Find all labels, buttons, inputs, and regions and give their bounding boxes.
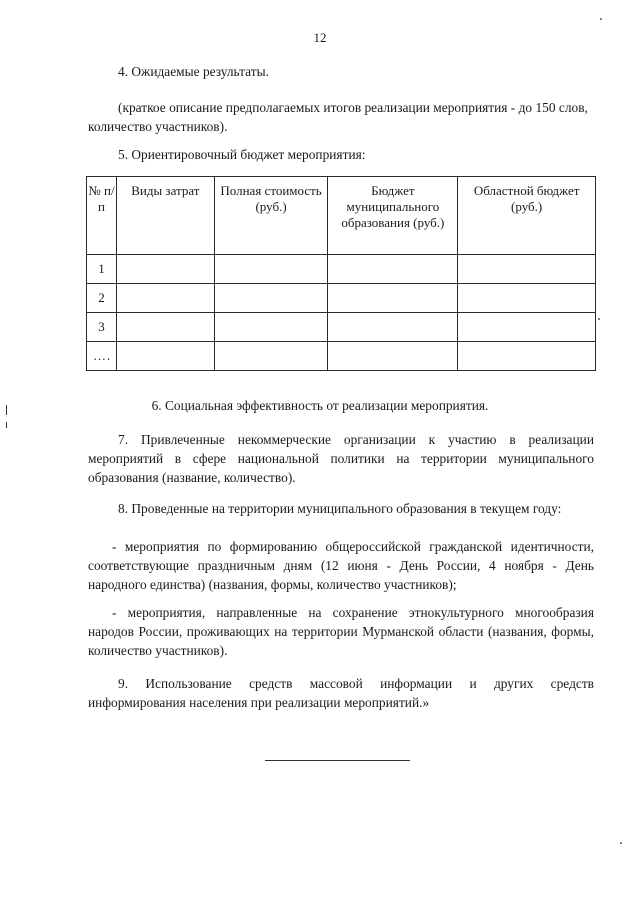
budget-table: [86, 176, 596, 371]
section-8-text: 8. Проведенные на территории муниципального образования в текущем году:: [118, 501, 562, 516]
row-number-cell: 1: [87, 255, 117, 284]
table-cell: [458, 313, 596, 342]
scan-margin-mark: [6, 422, 7, 428]
scan-speck: [600, 18, 602, 20]
table-row: [87, 255, 596, 284]
section-8-item-1: - мероприятия по формированию общероссийской гражданской идентичности, соответствующие праздничным дням (12 июня - День России, 4 ноября - День народного единства) (названия, формы, количество участников);: [88, 539, 594, 592]
section-9-text: 9. Использование средств массовой информации и других средств информирования населения при реализации мероприятий.»: [88, 676, 594, 710]
budget-table-header-row: [87, 177, 596, 255]
table-cell: [214, 284, 328, 313]
table-row: [87, 342, 596, 371]
column-header-municipal-budget: Бюджет муниципального образования (руб.): [328, 177, 458, 255]
table-cell: [458, 284, 596, 313]
scan-margin-mark: [6, 405, 7, 415]
column-header-cost-type: Виды затрат: [116, 177, 214, 255]
table-cell: [328, 284, 458, 313]
scan-speck: [620, 842, 622, 844]
table-cell: [328, 342, 458, 371]
column-header-total-cost: Полная стоимость (руб.): [214, 177, 328, 255]
table-cell: [116, 313, 214, 342]
table-cell: [116, 255, 214, 284]
table-cell: [458, 255, 596, 284]
section-4-description: (краткое описание предполагаемых итогов реализации мероприятия - до 150 слов, количество участников).: [88, 100, 588, 134]
section-6-title: 6. Социальная эффективность от реализации мероприятия.: [151, 398, 489, 413]
table-cell: [116, 284, 214, 313]
row-number-cell: 3: [87, 313, 117, 342]
table-cell: [328, 255, 458, 284]
section-7-text: 7. Привлеченные некоммерческие организации к участию в реализации мероприятий в сфере национальной политики на территории муниципального образования (название, количество).: [88, 432, 594, 485]
column-header-number: № п/п: [87, 177, 117, 255]
table-cell: [214, 255, 328, 284]
section-4-title: 4. Ожидаемые результаты.: [118, 64, 269, 79]
table-cell: [328, 313, 458, 342]
table-row: [87, 284, 596, 313]
table-cell: [214, 342, 328, 371]
row-number-cell: 2: [87, 284, 117, 313]
table-cell: [214, 313, 328, 342]
table-row: [87, 313, 596, 342]
table-cell: [458, 342, 596, 371]
section-8-item-2: - мероприятия, направленные на сохранение этнокультурного многообразия народов России, проживающих на территории Мурманской области (названия, формы, количество участников).: [88, 605, 594, 658]
table-cell: [116, 342, 214, 371]
row-number-cell: ….: [87, 342, 117, 371]
column-header-regional-budget: Областной бюджет (руб.): [458, 177, 596, 255]
section-5-title: 5. Ориентировочный бюджет мероприятия:: [118, 147, 366, 162]
page-number: 12: [313, 30, 327, 45]
closing-rule: [265, 760, 410, 761]
scan-speck: [598, 318, 600, 320]
